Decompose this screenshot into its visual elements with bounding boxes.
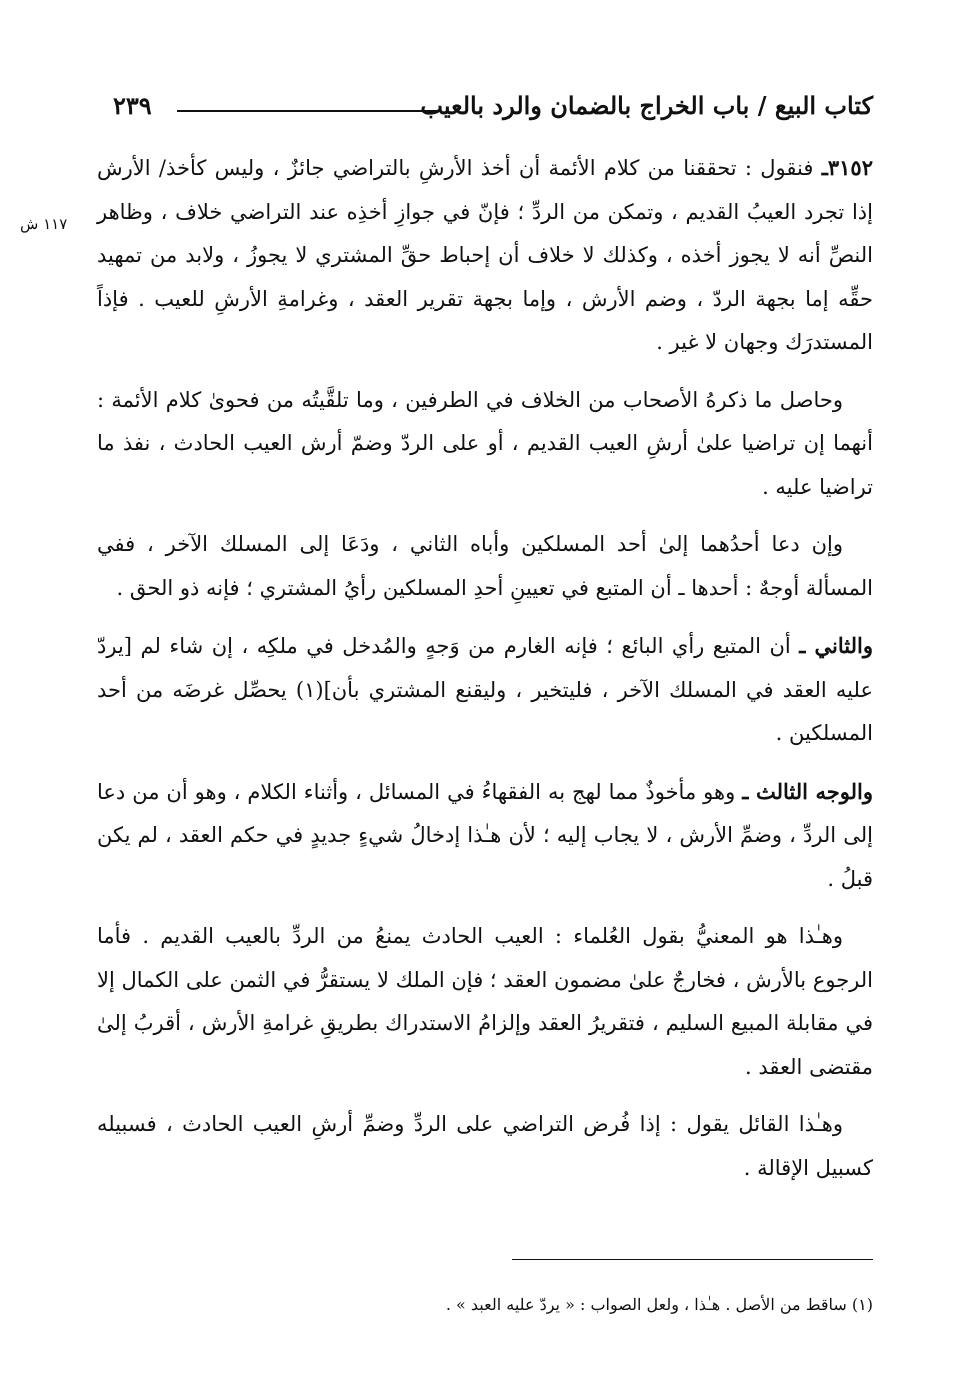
paragraph-lead: والوجه الثالث ـ bbox=[742, 778, 873, 804]
footnote-text: ساقط من الأصل . هـٰذا ، ولعل الصواب : « يردّ عليه العبد » . bbox=[445, 1295, 847, 1314]
paragraph bbox=[97, 379, 873, 510]
footnote bbox=[97, 1290, 873, 1320]
paragraph bbox=[97, 915, 873, 1089]
paragraph-text: وهـٰذا القائل يقول : إذا فُرض التراضي على الردِّ وضمِّ أرشِ العيب الحادث ، فسبيله كسبيل الإقالة . bbox=[97, 1112, 873, 1180]
main-text bbox=[97, 146, 873, 1204]
page-number: ٢٣٩ bbox=[113, 91, 152, 120]
paragraph-text: وهـٰذا هو المعنيُّ بقول العُلماء : العيب الحادث يمنعُ من الردِّ بالعيب القديم . فأما الرجوع بالأرش ، فخارجٌ علىٰ مضمون العقد ؛ فإن الملك لا يستقرُّ في الثمن على الكمال إلا في مقابلة المبيع السليم ، فتقريرُ العقد وإلزامُ الاستدراك بطريقِ غرامةِ الأرش ، أقربُ إلىٰ مقتضى العقد . bbox=[97, 924, 873, 1079]
paragraph bbox=[97, 146, 873, 365]
paragraph-text: وحاصل ما ذكرهُ الأصحاب من الخلاف في الطرفين ، وما تلقَّيتُه من فحوىٰ كلام الأئمة : أنهما إن تراضيا علىٰ أرشِ العيب القديم ، أو على الردّ وضمّ أرش العيب الحادث ، نفذ ما تراضيا عليه . bbox=[97, 387, 873, 499]
paragraph-text: فنقول : تحققنا من كلام الأئمة أن أخذ الأرشِ بالتراضي جائزٌ ، وليس كأخذ/ الأرش إذا تجرد العيبُ القديم ، وتمكن من الردِّ ؛ فإنّ في جوازِ أخذِه عند التراضي خلاف ، وظاهر النصِّ أنه لا يجوز أخذه ، وكذلك لا خلاف أن إحباط حقِّ المشتري لا يجوزُ ، ولابد من تمهيد حقِّه إما بجهة الردّ ، وضم الأرش ، وإما بجهة تقرير العقد ، وغرامةِ الأرشِ للعيب . فإذاً المستدرَك وجهان لا غير . bbox=[97, 156, 873, 354]
footnote-marker: (١) bbox=[851, 1295, 873, 1314]
paragraph bbox=[97, 624, 873, 756]
running-header bbox=[95, 86, 873, 130]
paragraph-lead: والثاني ـ bbox=[799, 633, 874, 658]
paragraph-lead: ٣١٥٢ـ bbox=[821, 155, 873, 180]
paragraph-text: أن المتبع رأي البائع ؛ فإنه الغارم من وَجهٍ والمُدخل في ملكِه ، إن شاء لم [يردّ عليه العقد في المسلك الآخر ، فليتخير ، وليقنع المشتري بأن](١) يحصِّل غرضَه من أحد المسلكين . bbox=[97, 634, 873, 745]
paragraph-text: وهو مأخوذٌ مما لهج به الفقهاءُ في المسائل ، وأثناء الكلام ، وهو أن من دعا إلى الردِّ ، وضمِّ الأرش ، لا يجاب إليه ؛ لأن هـٰذا إدخالُ شيءٍ جديدٍ في حكم العقد ، لم يكن قبلُ . bbox=[97, 779, 873, 891]
margin-note: ١١٧ ش bbox=[20, 215, 68, 233]
paragraph-text: وإن دعا أحدُهما إلىٰ أحد المسلكين وأباه الثاني ، ودَعَا إلى المسلك الآخر ، ففي المسألة أوجهٌ : أحدها ـ أن المتبع في تعيينِ أحدِ المسلكين رأيُ المشتري ؛ فإنه ذو الحق . bbox=[97, 532, 873, 600]
paragraph bbox=[97, 770, 873, 902]
footnote-rule bbox=[512, 1259, 873, 1260]
paragraph bbox=[97, 523, 873, 610]
header-rule bbox=[177, 110, 441, 112]
header-title: كتاب البيع / باب الخراج بالضمان والرد بالعيب bbox=[420, 91, 873, 120]
paragraph bbox=[97, 1103, 873, 1190]
